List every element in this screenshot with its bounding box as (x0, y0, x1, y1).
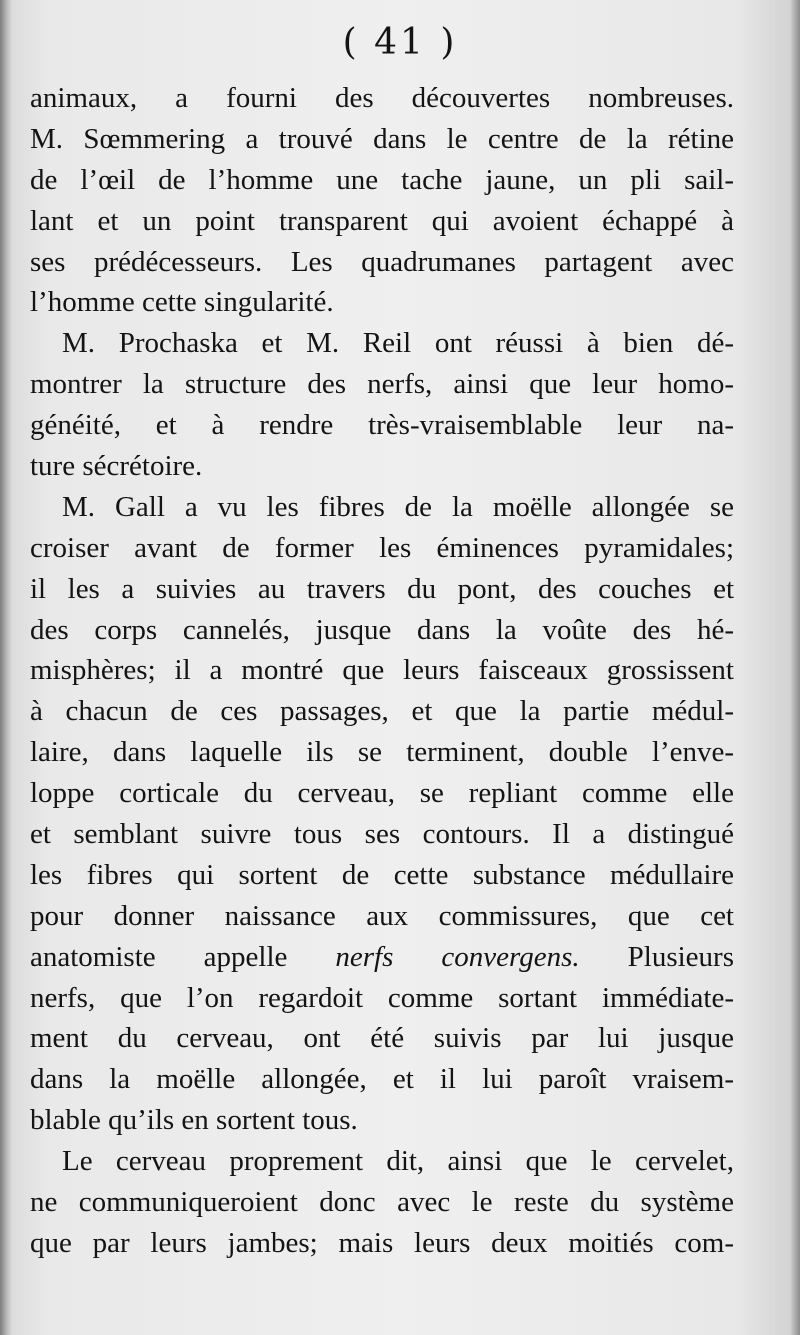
text-line: M. Gall a vu les fibres de la moëlle allongée se (62, 490, 734, 523)
text-line: ses prédécesseurs. Les quadrumanes partagent avec (30, 245, 734, 278)
text-line: montrer la structure des nerfs, ainsi que leur homo- (30, 368, 734, 401)
text-line: de l’œil de l’homme une tache jaune, un pli sail- (30, 163, 734, 196)
text-line: dans la moëlle allongée, et il lui paroît vraisem- (30, 1063, 734, 1096)
text-line: que par leurs jambes; mais leurs deux moitiés com- (30, 1226, 734, 1259)
text-line: pour donner naissance aux commissures, que cet (30, 899, 734, 932)
text-segment: Plusieurs (579, 940, 734, 973)
text-line: M. Sœmmering a trouvé dans le centre de la rétine (30, 122, 734, 155)
text-line: blable qu’ils en sortent tous. (30, 1104, 358, 1137)
italic-term: nerfs convergens. (335, 940, 580, 973)
text-line (30, 937, 734, 978)
text-line: M. Prochaska et M. Reil ont réussi à bien dé- (62, 327, 734, 360)
text-line: croiser avant de former les éminences pyramidales; (30, 531, 734, 564)
text-line: les fibres qui sortent de cette substance médullaire (30, 858, 734, 891)
text-line: lant et un point transparent qui avoient échappé à (30, 204, 734, 237)
text-line: généité, et à rendre très-vraisemblable leur na- (30, 409, 734, 442)
text-line: Le cerveau proprement dit, ainsi que le cervelet, (62, 1145, 734, 1178)
text-line: ture sécrétoire. (30, 450, 203, 483)
page-number: ( 41 ) (342, 22, 458, 63)
page-gutter-shadow (0, 0, 12, 1335)
text-line: misphères; il a montré que leurs faisceaux grossissent (30, 654, 734, 687)
body-text (30, 78, 734, 1264)
text-line: ne communiqueroient donc avec le reste du système (30, 1186, 734, 1219)
text-line: à chacun de ces passages, et que la partie médul- (30, 695, 734, 728)
text-line: animaux, a fourni des découvertes nombreuses. (30, 82, 734, 114)
text-line: loppe corticale du cerveau, se repliant comme elle (30, 777, 734, 810)
text-line: ment du cerveau, ont été suivis par lui jusque (30, 1022, 734, 1055)
text-line: l’homme cette singularité. (30, 286, 334, 319)
text-line: laire, dans laquelle ils se terminent, double l’enve- (30, 736, 734, 769)
text-segment: anatomiste appelle (30, 940, 336, 973)
page-edge-shadow (790, 0, 800, 1335)
text-line: nerfs, que l’on regardoit comme sortant immédiate- (30, 981, 734, 1014)
text-line: il les a suivies au travers du pont, des couches et (30, 572, 734, 605)
text-line: des corps cannelés, jusque dans la voûte des hé- (30, 613, 734, 646)
text-line: et semblant suivre tous ses contours. Il a distingué (30, 818, 734, 851)
